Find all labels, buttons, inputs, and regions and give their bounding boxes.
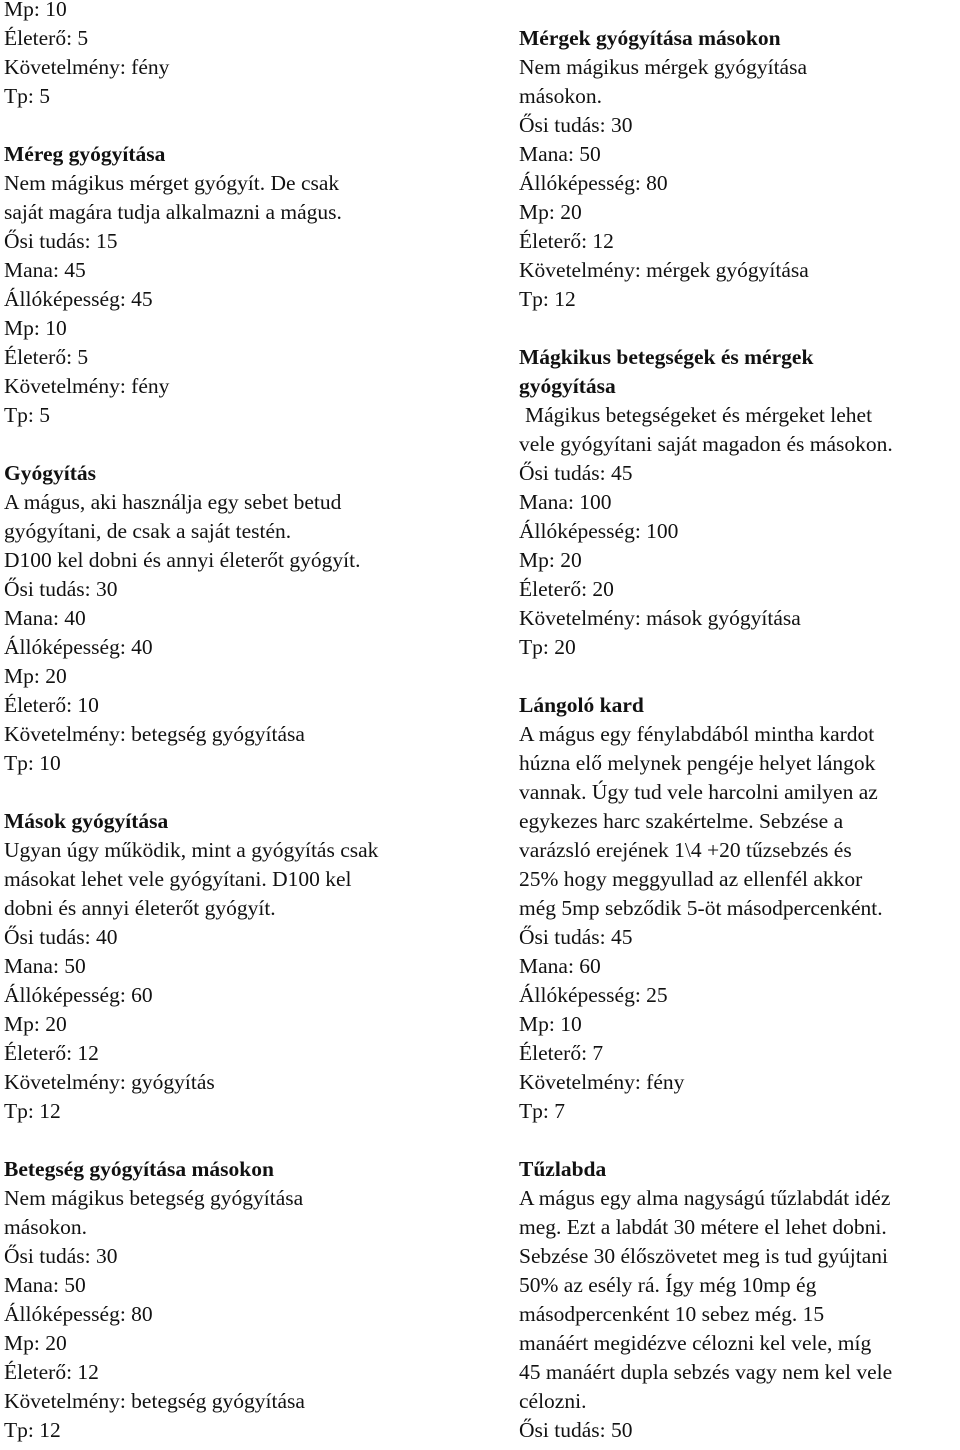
stat-tp: Tp: 7: [519, 1099, 565, 1123]
stat-osi-tudas: Ősi tudás: 30: [4, 577, 118, 601]
spell-magikus-betegsegek-es-mergek: [519, 343, 959, 662]
stat-mp: Mp: 10: [519, 1012, 582, 1036]
left-column: [4, 0, 474, 1445]
stat-osi-tudas: Ősi tudás: 45: [519, 925, 633, 949]
stat-mp: Mp: 20: [4, 664, 67, 688]
stat-allokepesseg: Állóképesség: 40: [4, 635, 153, 659]
stat-allokepesseg: Állóképesség: 45: [4, 287, 153, 311]
spell-description-line: Nem mágikus mérgek gyógyítása: [519, 55, 808, 79]
stat-allokepesseg: Állóképesség: 25: [519, 983, 668, 1007]
stat-kovetelmeny: Követelmény: betegség gyógyítása: [4, 1389, 305, 1413]
spell-title: gyógyítása: [519, 374, 616, 398]
stat-osi-tudas: Ősi tudás: 30: [519, 113, 633, 137]
spell-description-line: D100 kel dobni és annyi életerőt gyógyít.: [4, 548, 361, 572]
stat-mp: Mp: 20: [519, 548, 582, 572]
stat-eletero: Életerő: 5: [4, 26, 89, 50]
spell-title: Lángoló kard: [519, 693, 644, 717]
spell-description-line: meg. Ezt a labdát 30 métere el lehet dobni.: [519, 1215, 887, 1239]
stat-tp: Tp: 5: [4, 84, 50, 108]
spell-mereg-gyogyitasa: [4, 140, 474, 430]
spell-description-line: másodpercenként 10 sebez még. 15: [519, 1302, 825, 1326]
stat-tp: Tp: 12: [4, 1099, 61, 1123]
spell-description-line: A mágus egy fénylabdából mintha kardot: [519, 722, 875, 746]
stat-eletero: Életerő: 7: [519, 1041, 604, 1065]
spell-description-line: vannak. Úgy tud vele harcolni amilyen az: [519, 780, 878, 804]
stat-kovetelmeny: Követelmény: betegség gyógyítása: [4, 722, 305, 746]
stat-kovetelmeny: Követelmény: mások gyógyítása: [519, 606, 801, 630]
stat-kovetelmeny: Követelmény: fény: [4, 374, 170, 398]
stat-osi-tudas: Ősi tudás: 40: [4, 925, 118, 949]
stat-mp: Mp: 20: [4, 1331, 67, 1355]
stat-eletero: Életerő: 5: [4, 345, 89, 369]
stat-tp: Tp: 10: [4, 751, 61, 775]
spell-betegseg-gyogyitasa-masokon: [4, 1155, 474, 1445]
spell-description-line: másokon.: [519, 84, 603, 108]
spell-title: Mások gyógyítása: [4, 809, 169, 833]
spell-description-line: Ugyan úgy működik, mint a gyógyítás csak: [4, 838, 379, 862]
stat-tp: Tp: 12: [519, 287, 576, 311]
stat-allokepesseg: Állóképesség: 80: [519, 171, 668, 195]
spell-tuzlabda: [519, 1155, 959, 1445]
stat-kovetelmeny: Követelmény: fény: [519, 1070, 685, 1094]
spell-description-line: varázsló erejének 1\4 +20 tűzsebzés és: [519, 838, 852, 862]
spell-description-line: másokat lehet vele gyógyítani. D100 kel: [4, 867, 352, 891]
spell-title: Mágkikus betegségek és mérgek: [519, 345, 814, 369]
stat-mana: Mana: 50: [519, 142, 601, 166]
spell-description-line: egykezes harc szakértelme. Sebzése a: [519, 809, 844, 833]
stat-eletero: Életerő: 20: [519, 577, 614, 601]
spell-description-line: 45 manáért dupla sebzés vagy nem kel vele: [519, 1360, 893, 1384]
spell-title: Tűzlabda: [519, 1157, 607, 1181]
spell-langolo-kard: [519, 691, 959, 1126]
stat-mana: Mana: 45: [4, 258, 86, 282]
stat-osi-tudas: Ősi tudás: 45: [519, 461, 633, 485]
spell-description-line: gyógyítani, de csak a saját testén.: [4, 519, 292, 543]
spell-description-line: húzna elő melynek pengéje helyet lángok: [519, 751, 876, 775]
intro-stats: [4, 0, 474, 111]
stat-tp: Tp: 5: [4, 403, 50, 427]
stat-mp: Mp: 20: [519, 200, 582, 224]
stat-mp: Mp: 10: [4, 0, 67, 21]
right-column: [519, 24, 959, 1445]
stat-eletero: Életerő: 10: [4, 693, 99, 717]
spell-title: Méreg gyógyítása: [4, 142, 166, 166]
spell-title: Mérgek gyógyítása másokon: [519, 26, 781, 50]
stat-osi-tudas: Ősi tudás: 30: [4, 1244, 118, 1268]
spell-title: Betegség gyógyítása másokon: [4, 1157, 274, 1181]
stat-kovetelmeny: Követelmény: gyógyítás: [4, 1070, 215, 1094]
stat-mana: Mana: 50: [4, 954, 86, 978]
spell-mergek-gyogyitasa-masokon: [519, 24, 959, 314]
spell-description-line: manáért megidézve célozni kel vele, míg: [519, 1331, 872, 1355]
stat-osi-tudas: Ősi tudás: 50: [519, 1418, 633, 1442]
stat-eletero: Életerő: 12: [4, 1041, 99, 1065]
stat-allokepesseg: Állóképesség: 80: [4, 1302, 153, 1326]
stat-mp: Mp: 10: [4, 316, 67, 340]
spell-description-line: dobni és annyi életerőt gyógyít.: [4, 896, 276, 920]
stat-osi-tudas: Ősi tudás: 15: [4, 229, 118, 253]
spell-description-line: másokon.: [4, 1215, 88, 1239]
spell-description-line: Mágikus betegségeket és mérgeket lehet: [525, 403, 873, 427]
spell-description-line: Sebzése 30 élőszövetet meg is tud gyújtani: [519, 1244, 888, 1268]
stat-tp: Tp: 20: [519, 635, 576, 659]
stat-mana: Mana: 50: [4, 1273, 86, 1297]
stat-tp: Tp: 12: [4, 1418, 61, 1442]
spell-description-line: saját magára tudja alkalmazni a mágus.: [4, 200, 342, 224]
spell-description-line: vele gyógyítani saját magadon és másokon.: [519, 432, 893, 456]
spell-description-line: még 5mp sebződik 5-öt másodpercenként.: [519, 896, 883, 920]
stat-mana: Mana: 100: [519, 490, 612, 514]
spell-description-line: A mágus, aki használja egy sebet betud: [4, 490, 342, 514]
spell-description-line: Nem mágikus betegség gyógyítása: [4, 1186, 304, 1210]
spell-gyogyitas: [4, 459, 474, 778]
stat-allokepesseg: Állóképesség: 60: [4, 983, 153, 1007]
stat-mana: Mana: 60: [519, 954, 601, 978]
stat-kovetelmeny: Követelmény: mérgek gyógyítása: [519, 258, 809, 282]
stat-kovetelmeny: Követelmény: fény: [4, 55, 170, 79]
stat-eletero: Életerő: 12: [4, 1360, 99, 1384]
spell-description-line: Nem mágikus mérget gyógyít. De csak: [4, 171, 340, 195]
stat-mana: Mana: 40: [4, 606, 86, 630]
spell-masok-gyogyitasa: [4, 807, 474, 1126]
spell-description-line: célozni.: [519, 1389, 587, 1413]
spell-description-line: A mágus egy alma nagyságú tűzlabdát idéz: [519, 1186, 891, 1210]
spell-description-line: 25% hogy meggyullad az ellenfél akkor: [519, 867, 863, 891]
stat-eletero: Életerő: 12: [519, 229, 614, 253]
stat-mp: Mp: 20: [4, 1012, 67, 1036]
spell-title: Gyógyítás: [4, 461, 96, 485]
spell-description-line: 50% az esély rá. Így még 10mp ég: [519, 1273, 817, 1297]
stat-allokepesseg: Állóképesség: 100: [519, 519, 679, 543]
